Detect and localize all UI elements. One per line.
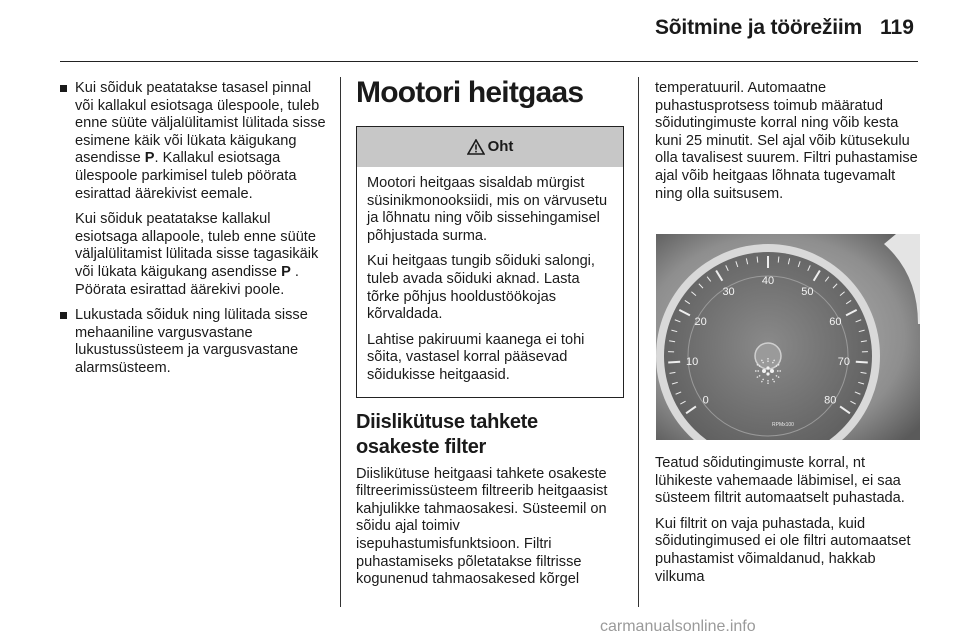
gauge-major-tick	[668, 362, 680, 363]
watermark: carmanualsonline.info	[600, 618, 756, 635]
gauge-unit-label: RPMx100	[772, 422, 794, 428]
gauge-tick-label: 0	[702, 394, 709, 407]
gauge-tick-label: 70	[837, 355, 850, 368]
subsection-heading: Diislikütuse tahkete osakeste filter	[356, 410, 538, 458]
warning-text: Mootori heitgaas sisaldab mürgist süsinikmonooksiidi, mis on värvusetu ja lõhnatu ning võib sissehingamisel põhjustada surma.	[367, 175, 608, 244]
header-rule	[60, 61, 918, 62]
column-3-continued	[655, 455, 920, 594]
header-title: Sõitmine ja töörežiim	[655, 16, 862, 39]
warning-text: Lahtise pakiruumi kaanega ei tohi sõita, vastasel korral pääsevad sõidukisse heitgaasid.	[367, 331, 585, 383]
gauge-tick-label: 30	[722, 286, 735, 299]
column-1	[60, 80, 328, 386]
bullet-icon	[60, 312, 67, 319]
gauge-tick-label: 40	[761, 275, 775, 287]
warning-header	[357, 127, 623, 167]
tachometer-gauge	[656, 234, 920, 440]
bullet-icon	[60, 85, 67, 92]
gauge-minor-tick	[778, 257, 779, 263]
list-item: Lukustada sõiduk ning lülitada sisse mehaaniline vargusvastane lukustussüsteem ja vargusvastane alarmsüsteem.	[60, 307, 328, 377]
gauge-tick-label: 50	[801, 286, 814, 299]
column-divider-2	[638, 77, 639, 607]
paragraph: Diislikütuse heitgaasi tahkete osakeste filtreerimissüsteem filtreerib heitgaasist kahjulikke tahmaosakesi. Süsteemil on sõidu ajal toimiv isepuhastumisfunktsioon. Filtri puhastamiseks põletatakse filtrisse kogunenud tahmaosakesed kõrgel	[356, 465, 608, 588]
column-divider-1	[340, 77, 341, 607]
list-item: Kui sõiduk peatatakse tasasel pinnal või kallakul esiotsaga ülespoole, tuleb enne süüte väljalülitamist lülitada sisse esimene käik või lükata käigukang asendisse P. Kallakul esiotsaga ülespoole parkimisel tuleb pöörata esirattad äärekivist eemale.	[60, 80, 328, 203]
paragraph: Teatud sõidutingimuste korral, nt lühikeste vahemaade läbimisel, ei saa süsteem filtrit automaatselt puhastada.	[655, 455, 905, 507]
gauge-tick-label: 80	[824, 394, 837, 407]
warning-title: Oht	[487, 138, 514, 156]
gauge-tick-label: 60	[829, 315, 842, 328]
page-number: 119	[880, 16, 914, 39]
warning-text: Kui heitgaas tungib sõiduki salongi, tuleb avada sõiduki aknad. Lasta tõrke põhjus hooldustöökojas kõrvaldada.	[367, 253, 595, 323]
tachometer-illustration	[656, 234, 920, 440]
gauge-major-tick	[856, 362, 868, 363]
column-2	[356, 76, 624, 597]
warning-triangle-icon	[467, 139, 485, 155]
column-3	[655, 80, 920, 211]
gauge-tick-label: 10	[686, 355, 699, 368]
section-heading: Mootori heitgaas	[356, 76, 584, 109]
paragraph: Kui sõiduk peatatakse kallakul esiotsaga allapoole, tuleb enne süüte väljalülitamist lülitada sisse tagasikäik või lükata käigukang asendisse P . Pöörata esirattad äärekivi poole.	[75, 211, 319, 298]
paragraph: temperatuuril. Automaatne puhastusprotsess toimub määratud sõidutingimuste korral ning võib kesta kuni 25 minutit. Sel ajal võib kütusekulu olla tavalisest suurem. Filtri puhastamise ajal võib heitgaas lõhnata tugevamalt ning olla suitsusem.	[655, 80, 918, 202]
warning-box	[356, 126, 624, 398]
paragraph: Kui filtrit on vaja puhastada, kuid sõidutingimused ei ole filtri automaatset puhastamist võimaldanud, hakkab vilkuma	[655, 515, 911, 585]
gauge-minor-tick	[757, 257, 758, 263]
needle-hub	[755, 343, 781, 369]
gauge-tick-label: 20	[694, 315, 707, 328]
